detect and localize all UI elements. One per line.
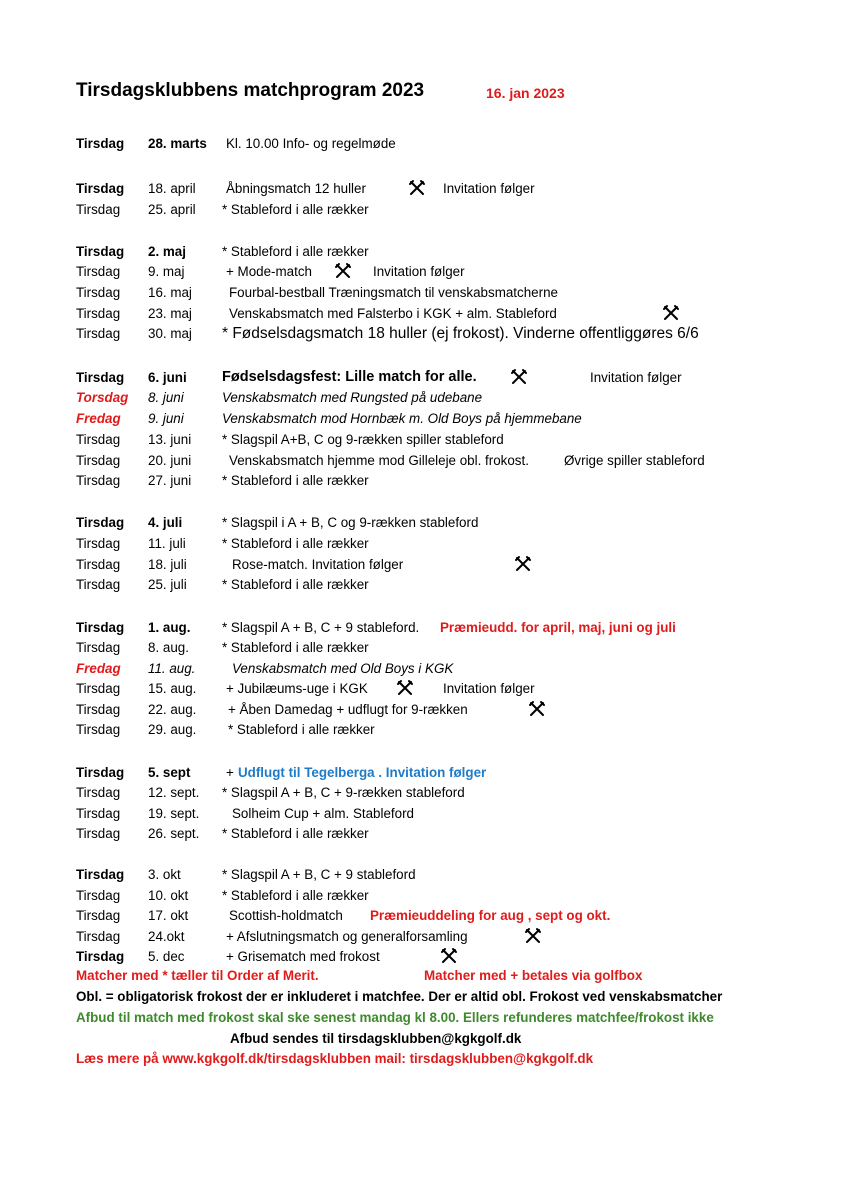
- row-day: Tirsdag: [76, 515, 125, 530]
- row-day: Tirsdag: [76, 929, 121, 944]
- row-date: 20. juni: [148, 453, 192, 468]
- row-date: 13. juni: [148, 432, 192, 447]
- row-day: Tirsdag: [76, 536, 121, 551]
- row-description: + Jubilæums-uge i KGK: [226, 681, 368, 696]
- row-day: Tirsdag: [76, 765, 125, 780]
- schedule-row: [0, 679, 849, 698]
- row-date: 17. okt: [148, 908, 189, 923]
- row-day: Tirsdag: [76, 722, 121, 737]
- row-date: 11. juli: [148, 536, 186, 551]
- schedule-row: [0, 804, 849, 823]
- row-description: * Stableford i alle rækker: [222, 202, 369, 217]
- row-description: Rose-match. Invitation følger: [232, 557, 404, 572]
- row-date: 25. april: [148, 202, 196, 217]
- row-description: * Fødselsdagsmatch 18 huller (ej frokost). Vinderne offentliggøres 6/6: [222, 325, 699, 342]
- row-description: * Slagspil A+B, C og 9-rækken spiller stableford: [222, 432, 504, 447]
- schedule-row: [0, 513, 849, 532]
- row-description: Venskabsmatch med Old Boys i KGK: [232, 661, 454, 676]
- row-description: * Stableford i alle rækker: [222, 577, 369, 592]
- row-description: * Slagspil A + B, C + 9-rækken stableford: [222, 785, 465, 800]
- row-date: 3. okt: [148, 867, 181, 882]
- row-note: Invitation følger: [373, 264, 465, 279]
- row-description: Venskabsmatch med Falsterbo i KGK + alm. Stableford: [229, 306, 557, 321]
- row-description: Kl. 10.00 Info- og regelmøde: [226, 136, 396, 151]
- row-date: 28. marts: [148, 136, 207, 151]
- schedule-row: [0, 927, 849, 946]
- schedule-row: [0, 638, 849, 657]
- row-description: * Stableford i alle rækker: [222, 640, 369, 655]
- schedule-row: [0, 575, 849, 594]
- row-description: * Stableford i alle rækker: [222, 244, 369, 259]
- row-day: Tirsdag: [76, 306, 121, 321]
- schedule-row: [0, 368, 849, 387]
- row-description: * Stableford i alle rækker: [228, 722, 375, 737]
- row-date: 1. aug.: [148, 620, 191, 635]
- row-date: 18. juli: [148, 557, 187, 572]
- row-description: Solheim Cup + alm. Stableford: [232, 806, 414, 821]
- row-day: Tirsdag: [76, 640, 121, 655]
- row-description: * Stableford i alle rækker: [222, 826, 369, 841]
- row-description: Fourbal-bestball Træningsmatch til venskabsmatcherne: [229, 285, 558, 300]
- row-description: + Mode-match: [226, 264, 312, 279]
- cutlery-icon: [440, 947, 458, 965]
- schedule-row: [0, 242, 849, 261]
- cutlery-icon: [408, 179, 426, 197]
- cutlery-icon: [662, 304, 680, 322]
- row-description: * Stableford i alle rækker: [222, 473, 369, 488]
- row-description: + Afslutningsmatch og generalforsamling: [226, 929, 468, 944]
- row-description: Åbningsmatch 12 huller: [226, 181, 366, 196]
- row-day: Tirsdag: [76, 181, 125, 196]
- row-day: Tirsdag: [76, 473, 121, 488]
- row-day: Tirsdag: [76, 826, 121, 841]
- row-day: Tirsdag: [76, 453, 121, 468]
- row-date: 2. maj: [148, 244, 186, 259]
- row-description: Venskabsmatch hjemme mod Gilleleje obl. frokost.: [229, 453, 529, 468]
- schedule-row: [0, 886, 849, 905]
- row-description: * Slagspil A + B, C + 9 stableford.: [222, 620, 420, 635]
- schedule-row: [0, 388, 849, 407]
- row-date: 23. maj: [148, 306, 192, 321]
- row-date: 16. maj: [148, 285, 192, 300]
- row-date: 10. okt: [148, 888, 189, 903]
- row-day: Torsdag: [76, 390, 129, 405]
- row-note: Invitation følger: [443, 181, 535, 196]
- schedule-row: [0, 534, 849, 553]
- cutlery-icon: [524, 927, 542, 945]
- issue-date: 16. jan 2023: [486, 85, 565, 101]
- schedule-row: [0, 906, 849, 925]
- schedule-row: [0, 824, 849, 843]
- row-date: 4. juli: [148, 515, 183, 530]
- schedule-row: [0, 134, 849, 153]
- row-description: + Grisematch med frokost: [226, 949, 380, 964]
- schedule-row: [0, 471, 849, 490]
- row-date: 8. juni: [148, 390, 184, 405]
- cutlery-icon: [396, 679, 414, 697]
- row-note: Invitation følger: [443, 681, 535, 696]
- row-day: Tirsdag: [76, 702, 121, 717]
- row-date: 5. dec: [148, 949, 185, 964]
- row-description: * Stableford i alle rækker: [222, 888, 369, 903]
- row-day: Tirsdag: [76, 326, 121, 341]
- schedule-row: [0, 324, 849, 343]
- row-date: 15. aug.: [148, 681, 197, 696]
- row-description: * Slagspil i A + B, C og 9-rækken stableford: [222, 515, 479, 530]
- row-date: 29. aug.: [148, 722, 197, 737]
- row-description: Fødselsdagsfest: Lille match for alle.: [222, 369, 477, 385]
- cancellation-email: Afbud sendes til tirsdagsklubben@kgkgolf.dk: [230, 1031, 522, 1046]
- row-day: Tirsdag: [76, 867, 125, 882]
- row-description: Venskabsmatch mod Hornbæk m. Old Boys på hjemmebane: [222, 411, 582, 426]
- schedule-row: [0, 409, 849, 428]
- read-more-line: Læs mere på www.kgkgolf.dk/tirsdagsklubben mail: tirsdagsklubben@kgkgolf.dk: [76, 1051, 594, 1066]
- row-day: Tirsdag: [76, 244, 125, 259]
- cutlery-icon: [514, 555, 532, 573]
- row-date: 25. juli: [148, 577, 187, 592]
- row-day: Tirsdag: [76, 888, 121, 903]
- schedule-row: [0, 555, 849, 574]
- row-description: Scottish-holdmatch: [229, 908, 343, 923]
- golfbox-note: Matcher med + betales via golfbox: [424, 968, 643, 983]
- row-date: 5. sept: [148, 765, 191, 780]
- row-date: 11. aug.: [148, 661, 196, 676]
- row-date: 22. aug.: [148, 702, 197, 717]
- row-date: 12. sept.: [148, 785, 200, 800]
- schedule-row: [0, 865, 849, 884]
- row-description: + Åben Damedag + udflugt for 9-rækken: [228, 702, 468, 717]
- page-title: Tirsdagsklubbens matchprogram 2023: [76, 80, 425, 101]
- row-day: Tirsdag: [76, 949, 125, 964]
- schedule-row: [0, 179, 849, 198]
- schedule-row: [0, 783, 849, 802]
- row-day: Tirsdag: [76, 620, 125, 635]
- row-note: Invitation følger: [590, 370, 682, 385]
- row-note: Præmieudd. for april, maj, juni og juli: [440, 620, 676, 635]
- cutlery-icon: [510, 368, 528, 386]
- row-note: Præmieuddeling for aug , sept og okt.: [370, 908, 611, 923]
- schedule-row: [0, 200, 849, 219]
- row-note: Øvrige spiller stableford: [564, 453, 705, 468]
- row-day: Tirsdag: [76, 681, 121, 696]
- schedule-row: [0, 700, 849, 719]
- row-date: 24.okt: [148, 929, 185, 944]
- schedule-row: [0, 262, 849, 281]
- schedule-row: [0, 304, 849, 323]
- schedule-row: [0, 720, 849, 739]
- schedule-row: [0, 430, 849, 449]
- row-day: Tirsdag: [76, 264, 121, 279]
- cutlery-icon: [334, 262, 352, 280]
- row-day: Tirsdag: [76, 136, 125, 151]
- row-day: Tirsdag: [76, 557, 121, 572]
- row-day: Tirsdag: [76, 908, 121, 923]
- cancellation-rule: Afbud til match med frokost skal ske senest mandag kl 8.00. Ellers refunderes matchfee/frokost ikke: [76, 1010, 714, 1025]
- row-description: +: [226, 765, 234, 780]
- row-day: Tirsdag: [76, 432, 121, 447]
- schedule-row: [0, 451, 849, 470]
- row-day: Tirsdag: [76, 202, 121, 217]
- row-date: 30. maj: [148, 326, 192, 341]
- row-day: Tirsdag: [76, 285, 121, 300]
- row-day: Tirsdag: [76, 370, 125, 385]
- row-date: 27. juni: [148, 473, 192, 488]
- schedule-row: [0, 763, 849, 782]
- row-date: 9. maj: [148, 264, 185, 279]
- schedule-row: [0, 659, 849, 678]
- row-date: 26. sept.: [148, 826, 200, 841]
- row-day: Tirsdag: [76, 806, 121, 821]
- row-description: * Stableford i alle rækker: [222, 536, 369, 551]
- row-date: 9. juni: [148, 411, 184, 426]
- row-date: 19. sept.: [148, 806, 200, 821]
- schedule-row: [0, 283, 849, 302]
- cutlery-icon: [528, 700, 546, 718]
- row-description: Venskabsmatch med Rungsted på udebane: [222, 390, 483, 405]
- row-day: Tirsdag: [76, 785, 121, 800]
- row-day: Fredag: [76, 661, 121, 676]
- row-date: 6. juni: [148, 370, 187, 385]
- row-day: Tirsdag: [76, 577, 121, 592]
- row-date: 8. aug.: [148, 640, 189, 655]
- row-date: 18. april: [148, 181, 196, 196]
- row-day: Fredag: [76, 411, 121, 426]
- row-description: * Slagspil A + B, C + 9 stableford: [222, 867, 416, 882]
- schedule-row: [0, 947, 849, 966]
- obligatory-lunch-note: Obl. = obligatorisk frokost der er inkluderet i matchfee. Der er altid obl. Frokost ved venskabsmatcher: [76, 989, 723, 1004]
- row-note: Udflugt til Tegelberga . Invitation følger: [238, 765, 487, 780]
- schedule-row: [0, 618, 849, 637]
- merit-note: Matcher med * tæller til Order af Merit.: [76, 968, 319, 983]
